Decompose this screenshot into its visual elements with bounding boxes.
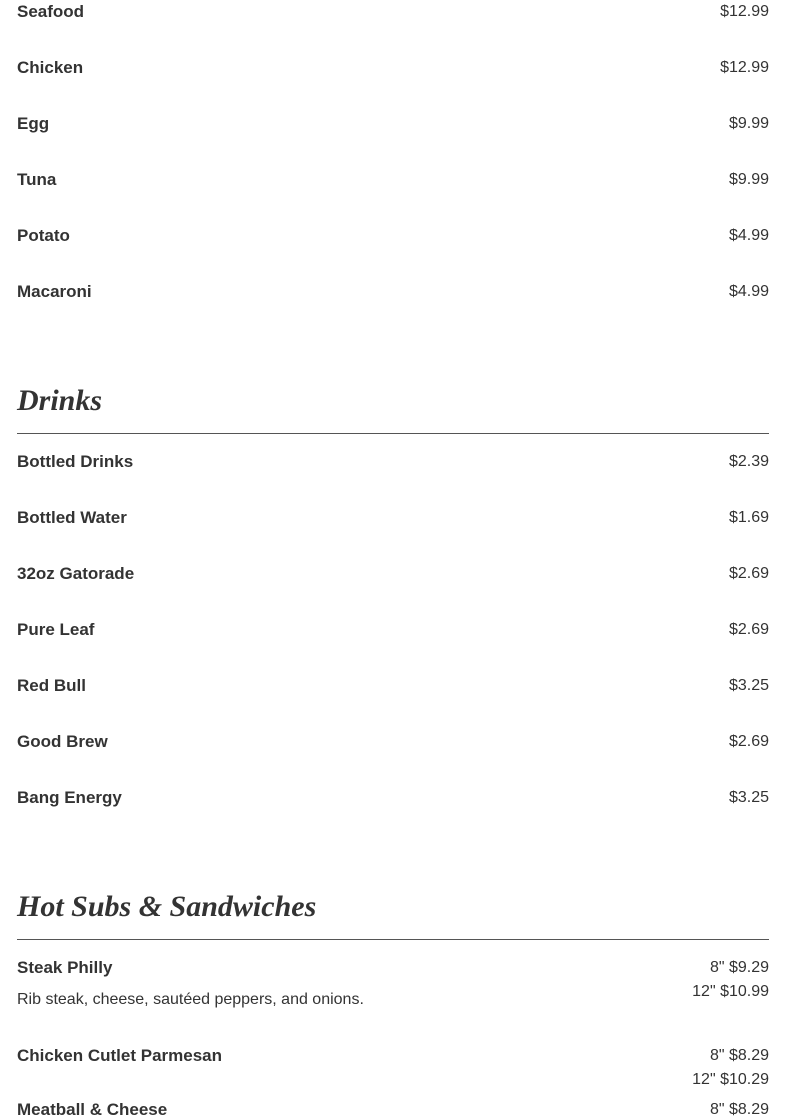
item-price: $12.99: [720, 59, 769, 76]
item-name: Chicken: [17, 58, 84, 77]
item-price: $2.69: [728, 733, 769, 750]
price-large: 12" $10.29: [692, 1071, 769, 1088]
item-price: $3.25: [728, 677, 769, 694]
menu-item: [17, 618, 769, 642]
item-name: Steak Philly: [17, 958, 113, 977]
item-price: $2.69: [728, 565, 769, 582]
item-name: Bang Energy: [17, 788, 122, 807]
item-price: $2.39: [728, 453, 769, 470]
item-name: Pure Leaf: [17, 620, 95, 639]
menu-item: [17, 562, 769, 586]
item-name: Meatball & Cheese: [17, 1100, 168, 1117]
menu-item: [17, 1098, 769, 1117]
item-price: $12.99: [720, 3, 769, 20]
menu-item: [17, 112, 769, 136]
item-price: $9.99: [728, 115, 769, 132]
item-name: Bottled Water: [17, 508, 127, 527]
menu-item: [17, 450, 769, 474]
item-name: Bottled Drinks: [17, 452, 134, 471]
item-name: Macaroni: [17, 282, 92, 301]
menu-item: [17, 956, 769, 1016]
item-name: Potato: [17, 226, 70, 245]
item-name: Egg: [17, 114, 50, 133]
section-divider: [17, 433, 769, 434]
item-description: Rib steak, cheese, sautéed peppers, and onions.: [17, 991, 364, 1008]
price-small: 8" $8.29: [709, 1101, 769, 1117]
item-name: Red Bull: [17, 676, 86, 695]
item-price: $9.99: [728, 171, 769, 188]
item-price: $3.25: [728, 789, 769, 806]
menu-item: [17, 280, 769, 304]
item-price: $4.99: [728, 227, 769, 244]
menu-item: [17, 674, 769, 698]
menu-item: [17, 224, 769, 248]
item-name: 32oz Gatorade: [17, 564, 135, 583]
item-name: Seafood: [17, 2, 85, 21]
item-name: Tuna: [17, 170, 57, 189]
section-title-hot-subs: Hot Subs & Sandwiches: [17, 890, 317, 923]
price-large: 12" $10.99: [692, 983, 769, 1000]
menu-item: [17, 168, 769, 192]
menu-item: [17, 56, 769, 80]
price-list: [692, 956, 769, 1004]
item-name: Good Brew: [17, 732, 108, 751]
menu-item: [17, 730, 769, 754]
section-divider: [17, 939, 769, 940]
menu-item: [17, 786, 769, 810]
menu-item: [17, 0, 769, 24]
item-price: $4.99: [728, 283, 769, 300]
menu-item: [17, 1044, 769, 1092]
price-small: 8" $9.29: [709, 959, 769, 976]
section-title-drinks: Drinks: [17, 384, 103, 417]
item-price: $1.69: [728, 509, 769, 526]
item-price: $2.69: [728, 621, 769, 638]
menu-item: [17, 506, 769, 530]
item-name: Chicken Cutlet Parmesan: [17, 1046, 223, 1065]
price-list: [710, 1098, 769, 1117]
price-list: [692, 1044, 769, 1092]
price-small: 8" $8.29: [709, 1047, 769, 1064]
